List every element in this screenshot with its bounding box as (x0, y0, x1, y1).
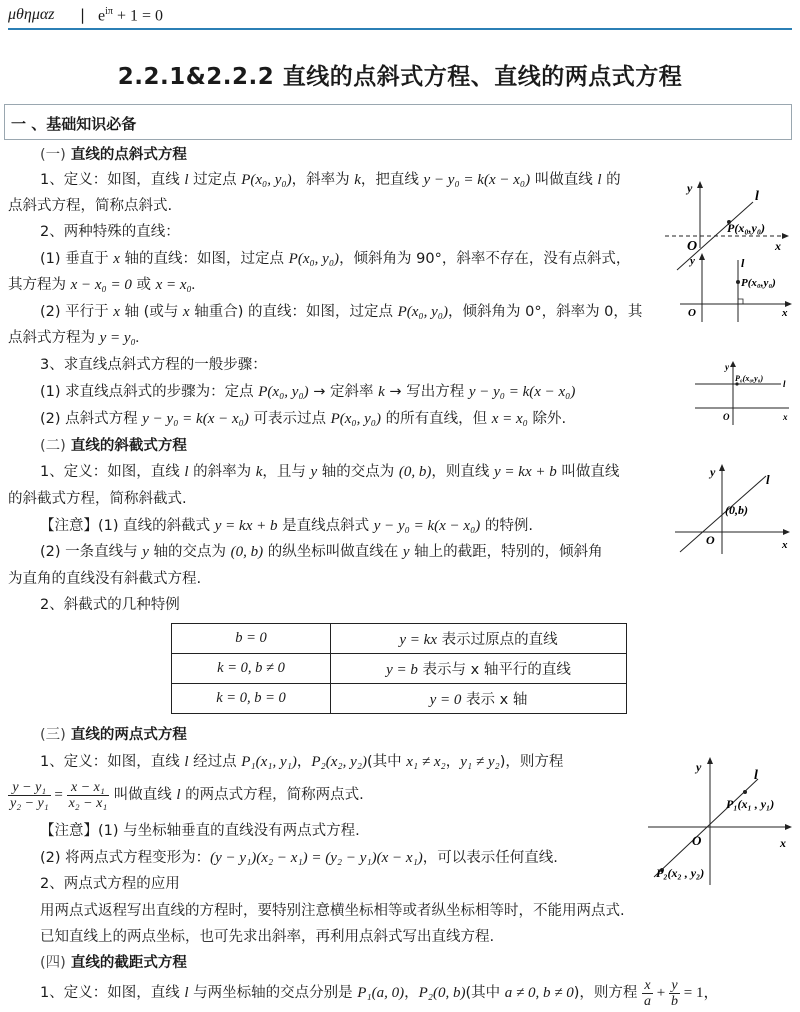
part1-special-2 (40, 302, 642, 322)
text: 1、定义：如图，直线 (40, 464, 185, 480)
page-title: 2.2.1&2.2.2 直线的点斜式方程、直线的两点式方程 (117, 64, 683, 90)
math-point: P₂(0, b) (418, 985, 466, 1001)
text: 叫做直线 (109, 787, 177, 803)
math-point: P₂(x₂, y₂) (311, 754, 367, 770)
formula-rest: + 1 = 0 (112, 7, 163, 25)
text: 叫做直线 (556, 464, 620, 480)
math-equals-one: = 1， (679, 985, 719, 1001)
math-equation: x = x₀ (491, 411, 528, 427)
math-equation: y = b (386, 662, 418, 678)
x-axis-arrow (782, 233, 789, 239)
fraction-y (8, 780, 51, 811)
math-equation: y − y₀ = k(x − x₀) (373, 518, 481, 534)
math-plus: + (653, 985, 669, 1001)
math-equation: (y − y₁)(x₂ − x₁) = (y₂ − y₁)(x − x₁) (210, 850, 423, 866)
line-l (654, 779, 758, 877)
math-equation: y = 0 (429, 692, 462, 708)
text: ，倾斜角为 0°，斜率为 0，其 (447, 304, 643, 320)
text: 轴的交点为 (148, 544, 231, 560)
math-y: y (142, 544, 149, 560)
fraction-denominator: b (670, 993, 678, 1009)
text: 的纵坐标叫做直线在 (263, 544, 403, 560)
text: 1、定义：如图，直线 (40, 754, 185, 770)
part3-heading-num: (三) (40, 727, 66, 743)
text: 轴重合) 的直线：如图，过定点 (189, 304, 398, 320)
label-P2: P₂(x₂ , y₂) (656, 866, 705, 880)
math-equation: y − y₀ = k(x − x₀) (142, 411, 249, 427)
text: ，且与 (262, 464, 311, 480)
part1-special-heading: 2、两种特殊的直线： (40, 224, 180, 240)
y-axis-arrow (730, 361, 736, 367)
figure-point-slope (665, 180, 795, 254)
table-row (172, 654, 627, 684)
table-cell-condition: k = 0, b ≠ 0 (172, 654, 331, 684)
page-header (8, 4, 792, 30)
fraction-numerator: y (669, 978, 680, 994)
part1-heading-num: (一) (40, 147, 66, 163)
math-l: l (184, 172, 189, 188)
table-cell-description (331, 654, 627, 684)
y-axis-arrow (699, 253, 705, 260)
text: 除外. (527, 411, 567, 427)
fraction-x-a (642, 978, 653, 1009)
part2-heading (40, 436, 187, 456)
math-x: x (182, 304, 190, 320)
math-l: l (184, 985, 189, 1001)
text: (其中 (366, 754, 407, 770)
text: ，则直线 (431, 464, 495, 480)
text: (1) 求直线点斜式的步骤为：定点 (40, 384, 259, 400)
text: ， (445, 754, 461, 770)
math-l: l (597, 172, 602, 188)
formula-exponent: iπ (105, 6, 113, 17)
math-condition: x₁ ≠ x₂ (406, 754, 446, 770)
text: 表示与 x 轴平行的直线 (417, 662, 571, 678)
math-equation: y = y₀. (99, 330, 140, 346)
text: 的 (601, 172, 621, 188)
part1-definition-cont: 点斜式方程，简称点斜式. (8, 198, 173, 214)
part2-note-2 (40, 542, 603, 562)
text: 轴 (或与 (119, 304, 183, 320)
part1-special-1-cont (8, 275, 196, 295)
point-P1 (743, 790, 747, 794)
text: 可表示过点 (248, 411, 331, 427)
math-x: x (113, 304, 120, 320)
text: ，倾斜角为 90°，斜率不存在，没有点斜式， (339, 251, 631, 267)
math-k: k (378, 384, 385, 400)
label-l: l (766, 472, 770, 487)
figure-two-point (648, 755, 796, 885)
text: → 写出方程 (384, 384, 469, 400)
label-y: y (687, 181, 693, 195)
math-equation: y − y₀ = k(x − x₀) (468, 384, 576, 400)
part3-application-line-1: 用两点式返程写出直线的方程时，要特别注意横坐标相等或者纵坐标相等时，不能用两点式. (40, 903, 625, 919)
label-y: y (710, 465, 716, 479)
part4-definition (40, 976, 718, 1010)
label-y: y (725, 362, 729, 372)
math-equals: = (50, 787, 67, 803)
line-l (680, 476, 766, 552)
fraction-y-b (669, 978, 680, 1009)
fraction-denominator: x₂ − x₁ (68, 795, 108, 811)
label-P1: P₁(x₁ , y₁) (726, 797, 775, 811)
math-equation: x − x₀ = 0 (70, 277, 132, 293)
text: (2) 一条直线与 (40, 544, 143, 560)
label-P0: P₀(x₀,y₀) (735, 374, 764, 383)
math-l: l (184, 754, 189, 770)
math-equation: x = x₀. (155, 277, 196, 293)
text: 过定点 (188, 172, 242, 188)
text: ，斜率为 (291, 172, 355, 188)
part3-application-heading: 2、两点式方程的应用 (40, 876, 180, 892)
label-y: y (690, 255, 695, 267)
part3-heading (40, 725, 187, 745)
math-point: P(x₀, y₀) (330, 411, 381, 427)
table-row (172, 624, 627, 654)
math-l: l (176, 787, 181, 803)
fraction-numerator: x (642, 978, 653, 994)
text: 表示过原点的直线 (437, 632, 558, 648)
label-x: x (780, 836, 786, 850)
math-point: P(x₀, y₀) (397, 304, 448, 320)
point-P (736, 280, 740, 284)
label-O: O (687, 239, 698, 254)
text: 表示 x 轴 (461, 692, 528, 708)
text: (2) 点斜式方程 (40, 411, 143, 427)
text: ， (296, 754, 312, 770)
text: 是直线点斜式 (277, 518, 374, 534)
part1-steps-heading: 3、求直线点斜式方程的一般步骤： (40, 357, 267, 373)
text: ，把直线 (360, 172, 424, 188)
table-cell-description (331, 624, 627, 654)
part4-heading-text: 直线的截距式方程 (65, 955, 187, 971)
fraction-x (67, 780, 110, 811)
text: 的斜率为 (188, 464, 256, 480)
math-equation: y = kx (399, 632, 437, 648)
label-l: l (783, 379, 786, 389)
table-row (172, 684, 627, 714)
fraction-denominator: a (644, 993, 652, 1009)
math-equation: y = kx + b (494, 464, 557, 480)
text: 叫做直线 (530, 172, 598, 188)
text: )，则方程 (499, 754, 564, 770)
special-cases-table (171, 623, 627, 714)
label-x: x (782, 307, 788, 319)
label-l: l (755, 189, 759, 204)
math-point: (0, b) (398, 464, 432, 480)
text: → 定斜率 (308, 384, 379, 400)
part2-note-1 (40, 516, 533, 536)
text: 或 (131, 277, 156, 293)
figure-horizontal-line (695, 360, 795, 425)
math-point: (0, b) (230, 544, 264, 560)
math-point: P₁(a, 0) (357, 985, 405, 1001)
part2-heading-text: 直线的斜截式方程 (65, 438, 187, 454)
label-O: O (692, 833, 702, 848)
text: 的两点式方程，简称两点式. (180, 787, 364, 803)
math-condition: a ≠ 0, b ≠ 0 (504, 985, 574, 1001)
text: 1、定义：如图，直线 (40, 172, 185, 188)
figure-vertical-line (680, 252, 795, 322)
label-P: P(x₀,y₀) (727, 221, 766, 235)
text: 其方程为 (8, 277, 71, 293)
math-y: y (310, 464, 318, 480)
fraction-numerator: x − x₁ (67, 780, 110, 796)
text: 经过点 (188, 754, 242, 770)
part3-note-1: 【注意】(1) 与坐标轴垂直的直线没有两点式方程. (40, 823, 360, 839)
label-x: x (782, 539, 788, 551)
text: (2) 将两点式方程变形为： (40, 850, 211, 866)
text: 1、定义：如图，直线 (40, 985, 185, 1001)
text: ，可以表示任何直线. (422, 850, 558, 866)
section-heading: 一 、基础知识必备 (11, 115, 137, 133)
text: ， (404, 985, 419, 1001)
label-y: y (696, 760, 702, 774)
math-equation: y − y₀ = k(x − x₀) (423, 172, 531, 188)
label-l: l (754, 768, 758, 783)
part2-note-2-cont: 为直角的直线没有斜截式方程. (8, 571, 202, 587)
table-cell-condition: b = 0 (172, 624, 331, 654)
part1-step-2 (40, 409, 566, 429)
math-condition: y₁ ≠ y₂ (460, 754, 500, 770)
part4-heading (40, 953, 187, 973)
part3-application-line-2: 已知直线上的两点坐标，也可先求出斜率，再利用点斜式写出直线方程. (40, 929, 495, 945)
part2-definition-cont: 的斜截式方程，简称斜截式. (8, 491, 187, 507)
part2-heading-num: (二) (40, 438, 66, 454)
x-axis-arrow (783, 529, 790, 535)
y-axis-arrow (697, 181, 703, 188)
label-P: P(x₀,y₀) (741, 277, 776, 289)
text: (1) 垂直于 (40, 251, 114, 267)
math-x: x (113, 251, 120, 267)
part2-definition (40, 462, 619, 482)
math-k: k (255, 464, 263, 480)
euler-formula (98, 6, 163, 25)
math-point: P₁(x₁, y₁) (241, 754, 297, 770)
math-point: P(x₀, y₀) (241, 172, 292, 188)
table-cell-description (331, 684, 627, 714)
text: )，则方程 (573, 985, 643, 1001)
y-axis-arrow (719, 464, 725, 471)
text: (其中 (465, 985, 505, 1001)
text: 的所有直线，但 (380, 411, 492, 427)
text: 【注意】(1) 直线的斜截式 (40, 518, 215, 534)
text: 轴的直线：如图，过定点 (119, 251, 289, 267)
label-b: (0,b) (725, 503, 748, 517)
label-O: O (706, 533, 715, 547)
math-y: y (402, 544, 410, 560)
right-angle-mark (738, 299, 743, 304)
label-x: x (775, 239, 781, 253)
fraction-numerator: y − y₁ (8, 780, 51, 796)
part4-heading-num: (四) (40, 955, 66, 971)
part1-heading-text: 直线的点斜式方程 (65, 147, 187, 163)
part3-note-2 (40, 848, 558, 868)
text: 轴的交点为 (317, 464, 399, 480)
part1-special-1 (40, 249, 630, 269)
part3-definition-cont (8, 778, 364, 812)
text: 点斜式方程为 (8, 330, 100, 346)
header-separator: | (80, 6, 86, 24)
text: 的特例. (480, 518, 533, 534)
math-point: P(x₀, y₀) (288, 251, 340, 267)
math-k: k (354, 172, 361, 188)
math-l: l (184, 464, 189, 480)
label-l: l (741, 256, 745, 270)
part1-step-1 (40, 382, 575, 402)
label-O: O (723, 412, 730, 422)
part1-heading (40, 145, 187, 165)
math-point: P(x₀, y₀) (258, 384, 309, 400)
fraction-denominator: y₂ − y₁ (10, 795, 49, 811)
part3-definition (40, 752, 563, 772)
figure-slope-intercept (672, 462, 794, 554)
label-O: O (688, 307, 696, 319)
x-axis-arrow (785, 824, 792, 830)
part3-heading-text: 直线的两点式方程 (65, 727, 187, 743)
text: 轴上的截距，特别的，倾斜角 (409, 544, 603, 560)
formula-base: e (98, 7, 106, 25)
math-equation: y = kx + b (214, 518, 278, 534)
label-x: x (783, 412, 788, 422)
section-heading-box (4, 104, 792, 140)
text: (2) 平行于 (40, 304, 114, 320)
part1-special-2-cont (8, 328, 140, 348)
table-cell-condition: k = 0, b = 0 (172, 684, 331, 714)
y-axis-arrow (707, 757, 713, 764)
text: 与两坐标轴的交点分别是 (188, 985, 358, 1001)
part1-definition (40, 170, 621, 190)
brand-logo: μθημαz (8, 6, 55, 23)
part2-cases-heading: 2、斜截式的几种特例 (40, 597, 180, 613)
